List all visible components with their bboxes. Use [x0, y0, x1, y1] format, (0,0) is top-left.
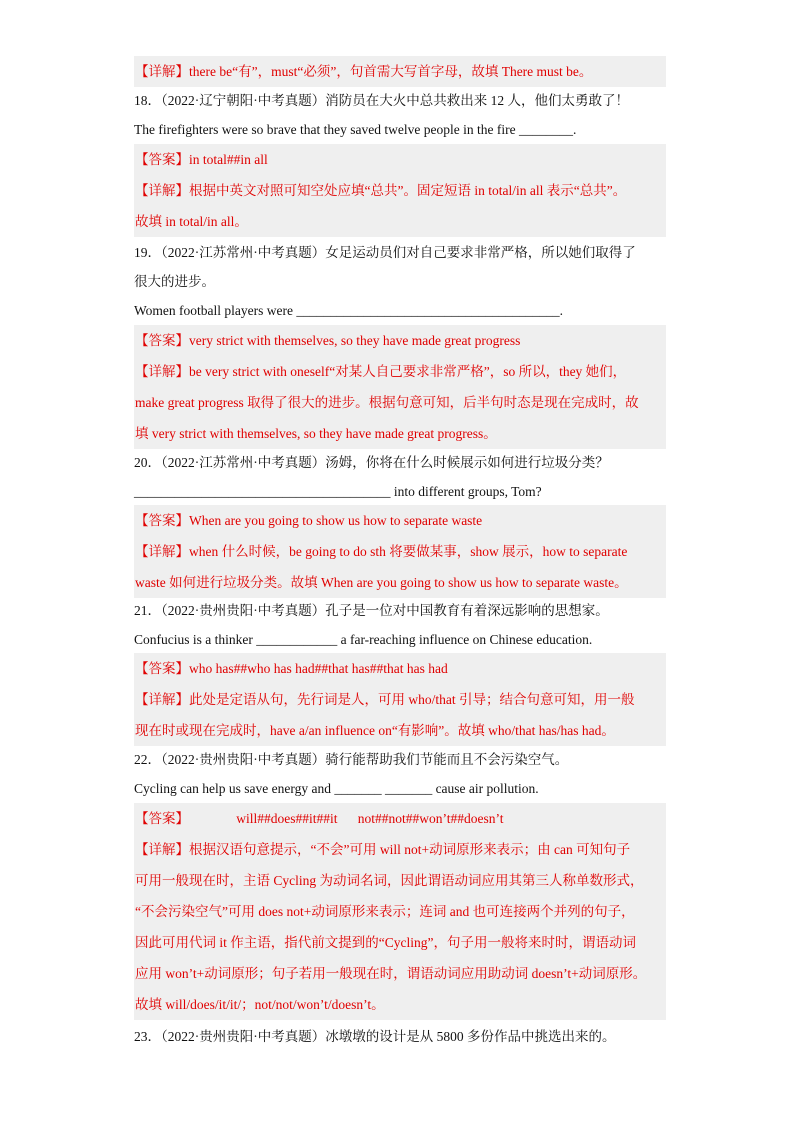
- detail-line: 因此可用代词 it 作主语，指代前文提到的“Cycling”，句子用一般将来时时，谓语动词: [135, 935, 636, 950]
- answer-box: [134, 325, 666, 449]
- answer-line: 【答案】 will##does##it##it not##not##won’t##doesn’t: [135, 811, 504, 826]
- question-23: [134, 1022, 666, 1051]
- detail-line: 可用一般现在时，主语 Cycling 为动词名词，因此谓语动词应用其第三人称单数形式，: [135, 873, 644, 888]
- answer-box: [134, 505, 666, 598]
- question-cn-text: （2022·贵州贵阳·中考真题）骑行能帮助我们节能而且不会污染空气。: [161, 752, 569, 767]
- detail-line: 【详解】there be“有”，must“必须”，句首需大写首字母，故填 There must be。: [135, 64, 593, 79]
- question-22: [134, 745, 666, 803]
- answer-box: [134, 803, 666, 1020]
- question-number: 23．: [134, 1029, 161, 1044]
- detail-line: 故填 will/does/it/it/；not/not/won’t/doesn’t。: [135, 997, 385, 1012]
- answer-line: 【答案】who has##who has had##that has##that has had: [135, 661, 448, 676]
- question-en: Women football players were _______________________________________.: [134, 303, 563, 318]
- answer-line: 【答案】very strict with themselves, so they have made great progress: [135, 333, 521, 348]
- detail-line: “不会污染空气”可用 does not+动词原形来表示；连词 and 也可连接两个并列的句子，: [135, 904, 635, 919]
- question-en: Cycling can help us save energy and _______ _______ cause air pollution.: [134, 781, 539, 796]
- question-cn: [134, 448, 666, 477]
- question-en: The firefighters were so brave that they saved twelve people in the fire ________.: [134, 122, 577, 137]
- question-number: 18．: [134, 93, 161, 108]
- question-en: ______________________________________ into different groups, Tom?: [134, 484, 542, 499]
- detail-line: 【详解】be very strict with oneself“对某人自己要求非常严格”，so 所以，they 她们，: [135, 364, 627, 379]
- answer-box: [134, 144, 666, 237]
- question-cn-text: （2022·江苏常州·中考真题）汤姆，你将在什么时候展示如何进行垃圾分类？: [161, 455, 609, 470]
- question-cn: [134, 86, 666, 115]
- detail-line: 故填 in total/in all。: [135, 214, 248, 229]
- question-number: 20．: [134, 455, 161, 470]
- detail-line: 【详解】根据中英文对照可知空处应填“总共”。固定短语 in total/in all 表示“总共”。: [135, 183, 627, 198]
- question-cn-text: （2022·贵州贵阳·中考真题）冰墩墩的设计是从 5800 多份作品中挑选出来的。: [161, 1029, 616, 1044]
- answer-line: 【答案】in total##in all: [135, 152, 268, 167]
- question-number: 21．: [134, 603, 161, 618]
- question-20: [134, 448, 666, 506]
- detail-line: 填 very strict with themselves, so they have made great progress。: [135, 426, 497, 441]
- detail-line: 【详解】根据汉语句意提示，“不会”可用 will not+动词原形来表示；由 can 可知句子: [135, 842, 631, 857]
- question-cn: [134, 238, 666, 267]
- question-number: 22．: [134, 752, 161, 767]
- detail-line: make great progress 取得了很大的进步。根据句意可知，后半句时态是现在完成时，故: [135, 395, 639, 410]
- question-cn: [134, 1022, 666, 1051]
- question-number: 19．: [134, 245, 161, 260]
- question-en: Confucius is a thinker ____________ a far-reaching influence on Chinese education.: [134, 632, 593, 647]
- answer-box: [134, 653, 666, 746]
- question-cn: [134, 745, 666, 774]
- detail-line: 【详解】when 什么时候，be going to do sth 将要做某事，show 展示，how to separate: [135, 544, 628, 559]
- detail-line: 现在时或现在完成时，have a/an influence on“有影响”。故填 who/that has/has had。: [135, 723, 615, 738]
- answer-box: [134, 56, 666, 87]
- answer-line: 【答案】When are you going to show us how to separate waste: [135, 513, 483, 528]
- question-18: [134, 86, 666, 144]
- question-21: [134, 596, 666, 654]
- question-cn-text: （2022·辽宁朝阳·中考真题）消防员在大火中总共救出来 12 人，他们太勇敢了！: [161, 93, 629, 108]
- question-cn-cont: 很大的进步。: [134, 274, 215, 289]
- detail-line: waste 如何进行垃圾分类。故填 When are you going to show us how to separate waste。: [135, 575, 628, 590]
- question-cn: [134, 596, 666, 625]
- detail-line: 应用 won’t+动词原形；句子若用一般现在时，谓语动词应用助动词 doesn’t+动词原形。: [135, 966, 647, 981]
- detail-line: 【详解】此处是定语从句，先行词是人，可用 who/that 引导；结合句意可知，用一般: [135, 692, 635, 707]
- question-cn-text: （2022·贵州贵阳·中考真题）孔子是一位对中国教育有着深远影响的思想家。: [161, 603, 609, 618]
- question-cn-text: （2022·江苏常州·中考真题）女足运动员们对自己要求非常严格，所以她们取得了: [161, 245, 636, 260]
- question-19: [134, 238, 666, 325]
